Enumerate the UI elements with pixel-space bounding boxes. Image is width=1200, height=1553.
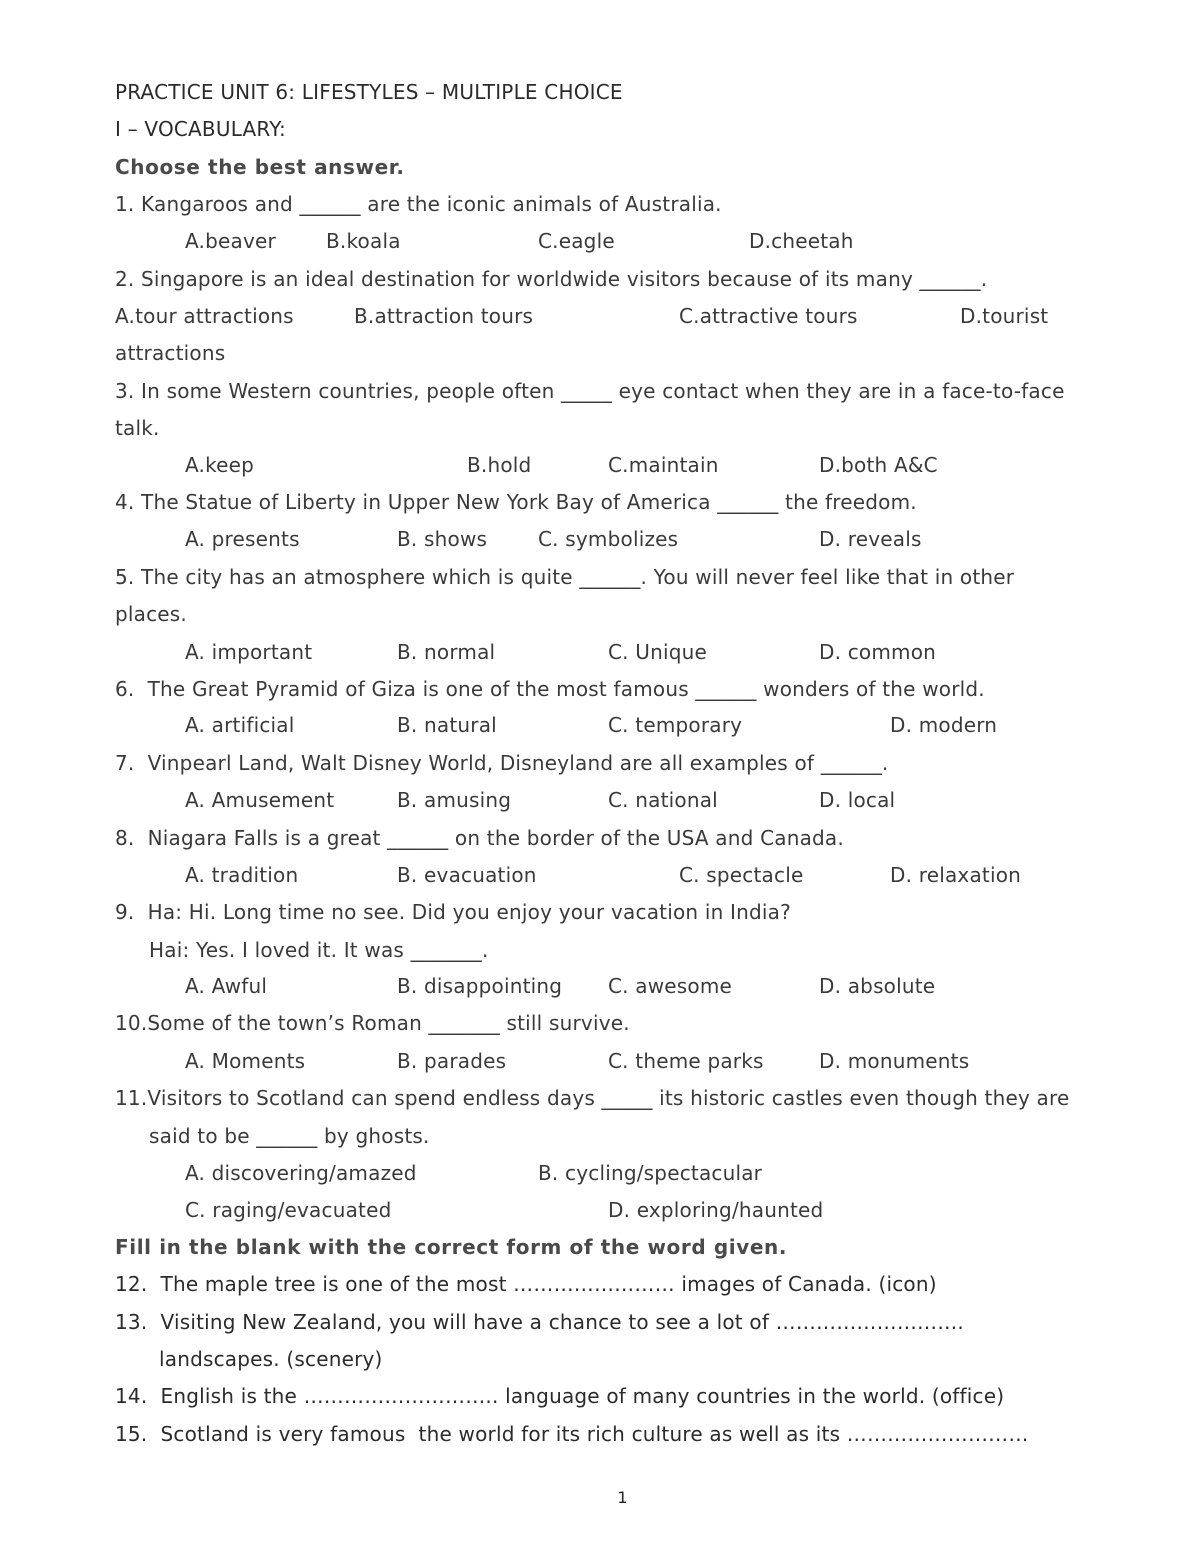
q10-option-c: C. theme parks xyxy=(608,1049,764,1073)
q9-option-d: D. absolute xyxy=(819,974,936,998)
q3-option-d: D.both A&C xyxy=(819,453,938,477)
q3-option-a: A.keep xyxy=(185,453,255,477)
q7-option-b: B. amusing xyxy=(397,788,512,812)
q8-option-d: D. relaxation xyxy=(890,863,1022,887)
question-13-continued: landscapes. (scenery) xyxy=(159,1347,383,1371)
q5-option-d: D. common xyxy=(819,640,937,664)
q1-option-b: B.koala xyxy=(326,229,401,253)
section-heading: I – VOCABULARY: xyxy=(115,117,286,141)
question-4: 4. The Statue of Liberty in Upper New York Bay of America ______ the freedom. xyxy=(115,490,917,514)
question-9: 9. Ha: Hi. Long time no see. Did you enjoy your vacation in India? xyxy=(115,900,791,924)
question-10: 10.Some of the town’s Roman _______ still survive. xyxy=(115,1011,630,1035)
q10-option-b: B. parades xyxy=(397,1049,507,1073)
page-title: PRACTICE UNIT 6: LIFESTYLES – MULTIPLE CHOICE xyxy=(115,80,623,104)
question-11-continued: said to be ______ by ghosts. xyxy=(149,1124,430,1148)
q2-option-d: D.tourist xyxy=(960,304,1049,328)
q7-option-a: A. Amusement xyxy=(185,788,335,812)
q8-option-b: B. evacuation xyxy=(397,863,537,887)
question-2: 2. Singapore is an ideal destination for worldwide visitors because of its many ______. xyxy=(115,267,988,291)
question-3-continued: talk. xyxy=(115,416,160,440)
q4-option-a: A. presents xyxy=(185,527,300,551)
question-5-continued: places. xyxy=(115,602,187,626)
q11-option-a: A. discovering/amazed xyxy=(185,1161,417,1185)
q2-option-a: A.tour attractions xyxy=(115,304,294,328)
q10-option-a: A. Moments xyxy=(185,1049,306,1073)
question-12: 12. The maple tree is one of the most …………………… images of Canada. (icon) xyxy=(115,1272,937,1296)
q2-option-b: B.attraction tours xyxy=(354,304,534,328)
q7-option-d: D. local xyxy=(819,788,896,812)
q7-option-c: C. national xyxy=(608,788,718,812)
q4-option-d: D. reveals xyxy=(819,527,922,551)
q5-option-c: C. Unique xyxy=(608,640,708,664)
question-9-continued: Hai: Yes. I loved it. It was _______. xyxy=(149,938,489,962)
q6-option-c: C. temporary xyxy=(608,713,743,737)
q8-option-c: C. spectacle xyxy=(679,863,804,887)
q3-option-c: C.maintain xyxy=(608,453,719,477)
q10-option-d: D. monuments xyxy=(819,1049,970,1073)
question-1: 1. Kangaroos and ______ are the iconic animals of Australia. xyxy=(115,192,722,216)
q4-option-b: B. shows xyxy=(397,527,488,551)
q3-option-b: B.hold xyxy=(467,453,532,477)
q5-option-a: A. important xyxy=(185,640,313,664)
q1-option-d: D.cheetah xyxy=(749,229,854,253)
question-3: 3. In some Western countries, people often _____ eye contact when they are in a face-to-face xyxy=(115,379,1065,403)
instruction-heading: Choose the best answer. xyxy=(115,155,405,179)
q5-option-b: B. normal xyxy=(397,640,496,664)
q9-option-c: C. awesome xyxy=(608,974,733,998)
question-13: 13. Visiting New Zealand, you will have a chance to see a lot of ………………………. xyxy=(115,1310,964,1334)
q1-option-c: C.eagle xyxy=(538,229,615,253)
q6-option-b: B. natural xyxy=(397,713,497,737)
question-14: 14. English is the ……………………….. language of many countries in the world. (office) xyxy=(115,1384,1005,1408)
q11-option-d: D. exploring/haunted xyxy=(608,1198,824,1222)
instruction-heading-2: Fill in the blank with the correct form of the word given. xyxy=(115,1235,788,1259)
question-11: 11.Visitors to Scotland can spend endless days _____ its historic castles even though they are xyxy=(115,1086,1070,1110)
q2-option-c: C.attractive tours xyxy=(679,304,858,328)
question-8: 8. Niagara Falls is a great ______ on the border of the USA and Canada. xyxy=(115,826,844,850)
q6-option-d: D. modern xyxy=(890,713,998,737)
q8-option-a: A. tradition xyxy=(185,863,299,887)
q9-option-a: A. Awful xyxy=(185,974,268,998)
q1-option-a: A.beaver xyxy=(185,229,276,253)
page-number: 1 xyxy=(617,1488,628,1507)
question-5: 5. The city has an atmosphere which is quite ______. You will never feel like that in other xyxy=(115,565,1015,589)
q9-option-b: B. disappointing xyxy=(397,974,563,998)
question-7: 7. Vinpearl Land, Walt Disney World, Disneyland are all examples of ______. xyxy=(115,751,889,775)
q6-option-a: A. artificial xyxy=(185,713,295,737)
q4-option-c: C. symbolizes xyxy=(538,527,679,551)
q2-option-d-continued: attractions xyxy=(115,341,226,365)
q11-option-b: B. cycling/spectacular xyxy=(538,1161,763,1185)
question-15: 15. Scotland is very famous the world for its rich culture as well as its ……………………… xyxy=(115,1422,1029,1446)
q11-option-c: C. raging/evacuated xyxy=(185,1198,392,1222)
question-6: 6. The Great Pyramid of Giza is one of the most famous ______ wonders of the world. xyxy=(115,677,985,701)
